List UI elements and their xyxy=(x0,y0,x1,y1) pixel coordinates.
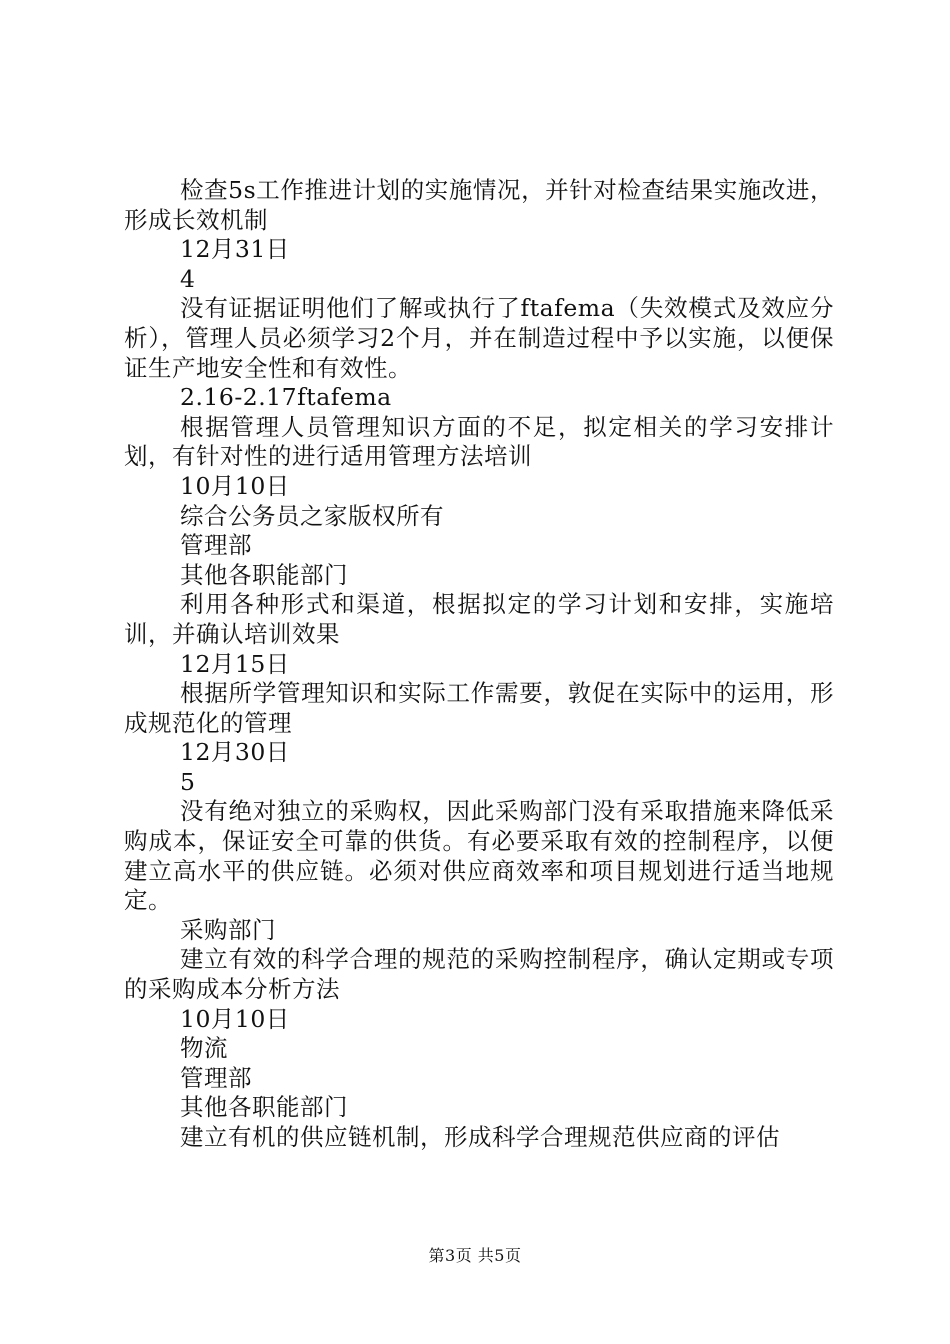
paragraph: 2.16-2.17ftafema xyxy=(180,383,392,412)
paragraph: 管理部 xyxy=(180,531,252,560)
paragraph: 建立有机的供应链机制，形成科学合理规范供应商的评估 xyxy=(180,1123,780,1151)
paragraph: 其他各职能部门 xyxy=(180,560,348,589)
document-body xyxy=(124,176,834,1153)
paragraph: 管理部 xyxy=(180,1063,252,1092)
paragraph: 利用各种形式和渠道，根据拟定的学习计划和安排，实施培训，并确认培训效果 xyxy=(124,590,834,648)
paragraph: 物流 xyxy=(180,1034,228,1063)
paragraph: 根据所学管理知识和实际工作需要，敦促在实际中的运用，形成规范化的管理 xyxy=(124,679,834,737)
paragraph: 建立有效的科学合理的规范的采购控制程序，确认定期或专项的采购成本分析方法 xyxy=(124,945,834,1004)
paragraph: 没有证据证明他们了解或执行了ftafema（失效模式及效应分析），管理人员必须学习2个月，并在制造过程中予以实施，以便保证生产地安全性和有效性。 xyxy=(124,294,834,382)
paragraph: 12月30日 xyxy=(180,738,290,767)
paragraph: 根据管理人员管理知识方面的不足，拟定相关的学习安排计划，有针对性的进行适用管理方法培训 xyxy=(124,412,834,471)
paragraph: 10月10日 xyxy=(180,471,290,500)
paragraph: 12月15日 xyxy=(180,649,290,678)
paragraph: 综合公务员之家版权所有 xyxy=(180,501,444,530)
paragraph: 4 xyxy=(180,264,196,293)
page-number-footer: 第3页 共5页 xyxy=(428,1246,522,1265)
paragraph: 没有绝对独立的采购权，因此采购部门没有采取措施来降低采购成本，保证安全可靠的供货。有必要采取有效的控制程序，以便建立高水平的供应链。必须对供应商效率和项目规划进行适当地规定。 xyxy=(124,797,834,915)
paragraph: 10月10日 xyxy=(180,1004,290,1033)
paragraph: 5 xyxy=(180,767,196,796)
paragraph: 采购部门 xyxy=(180,915,276,944)
paragraph: 检查5s工作推进计划的实施情况，并针对检查结果实施改进，形成长效机制 xyxy=(124,176,834,234)
paragraph: 12月31日 xyxy=(180,235,290,264)
paragraph: 其他各职能部门 xyxy=(180,1093,348,1122)
